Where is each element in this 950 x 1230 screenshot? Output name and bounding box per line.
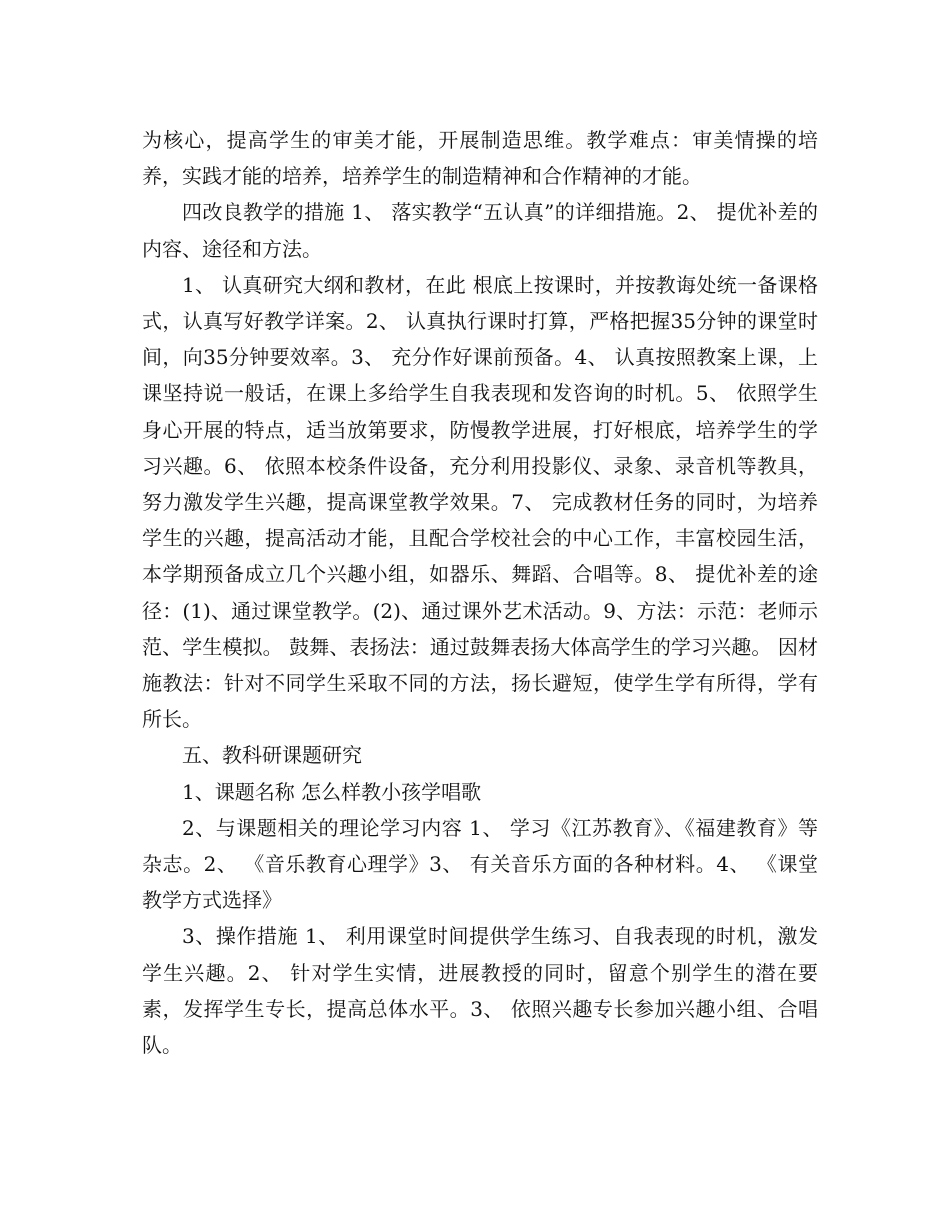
paragraph-teaching-focus: 为核心，提高学生的审美才能，开展制造思维。教学难点：审美情操的培养，实践才能的培养，培养学生的制造精神和合作精神的才能。 <box>142 128 818 189</box>
paragraph-topic-name: 1、课题名称 怎么样教小孩学唱歌 <box>182 779 482 804</box>
paragraph-section-four-heading: 四改良教学的措施 1、 落实教学“五认真”的详细措施。2、 提优补差的内容、途径和方法。 <box>142 200 818 261</box>
paragraph-theory-study: 2、与课题相关的理论学习内容 1、 学习《江苏教育》、《福建教育》等杂志。2、 《音乐教育心理学》3、 有关音乐方面的各种材料。4、 《课堂教学方式选择》 <box>142 815 818 913</box>
paragraph-operation-measures: 3、操作措施 1、 利用课堂时间提供学生练习、自我表现的时机，激发学生兴趣。2、 针对学生实情，进展教授的同时，留意个别学生的潜在要素，发挥学生专长，提高总体水平。3、 依照兴趣专长参加兴趣小组、合唱队。 <box>142 924 818 1058</box>
paragraph-section-five-heading: 五、教科研课题研究 <box>182 743 362 768</box>
document-body <box>142 122 818 1063</box>
paragraph-teaching-measures: 1、 认真研究大纲和教材，在此 根底上按课时，并按教诲处统一备课格式，认真写好教学详案。2、 认真执行课时打算，严格把握35分钟的课堂时间，向35分钟要效率。3、 充分作好课前预备。4、 认真按照教案上课，上课坚持说一般话，在课上多给学生自我表现和发咨询的时机。5、 依照学生身心开展的特点，适当放第要求，防慢教学进展，打好根底，培养学生的学习兴趣。6、 依照本校条件设备，充分利用投影仪、录象、录音机等教具，努力激发学生兴趣，提高课堂教学效果。7、 完成教材任务的同时，为培养学生的兴趣，提高活动才能，且配合学校社会的中心工作，丰富校园生活，本学期预备成立几个兴趣小组，如器乐、舞蹈、合唱等。8、 提优补差的途径：(1)、通过课堂教学。(2)、通过课外艺术活动。9、方法：示范：老师示范、学生模拟。 鼓舞、表扬法：通过鼓舞表扬大体高学生的学习兴趣。 因材施教法：针对不同学生采取不同的方法，扬长避短，使学生学有所得，学有所长。 <box>142 272 818 732</box>
